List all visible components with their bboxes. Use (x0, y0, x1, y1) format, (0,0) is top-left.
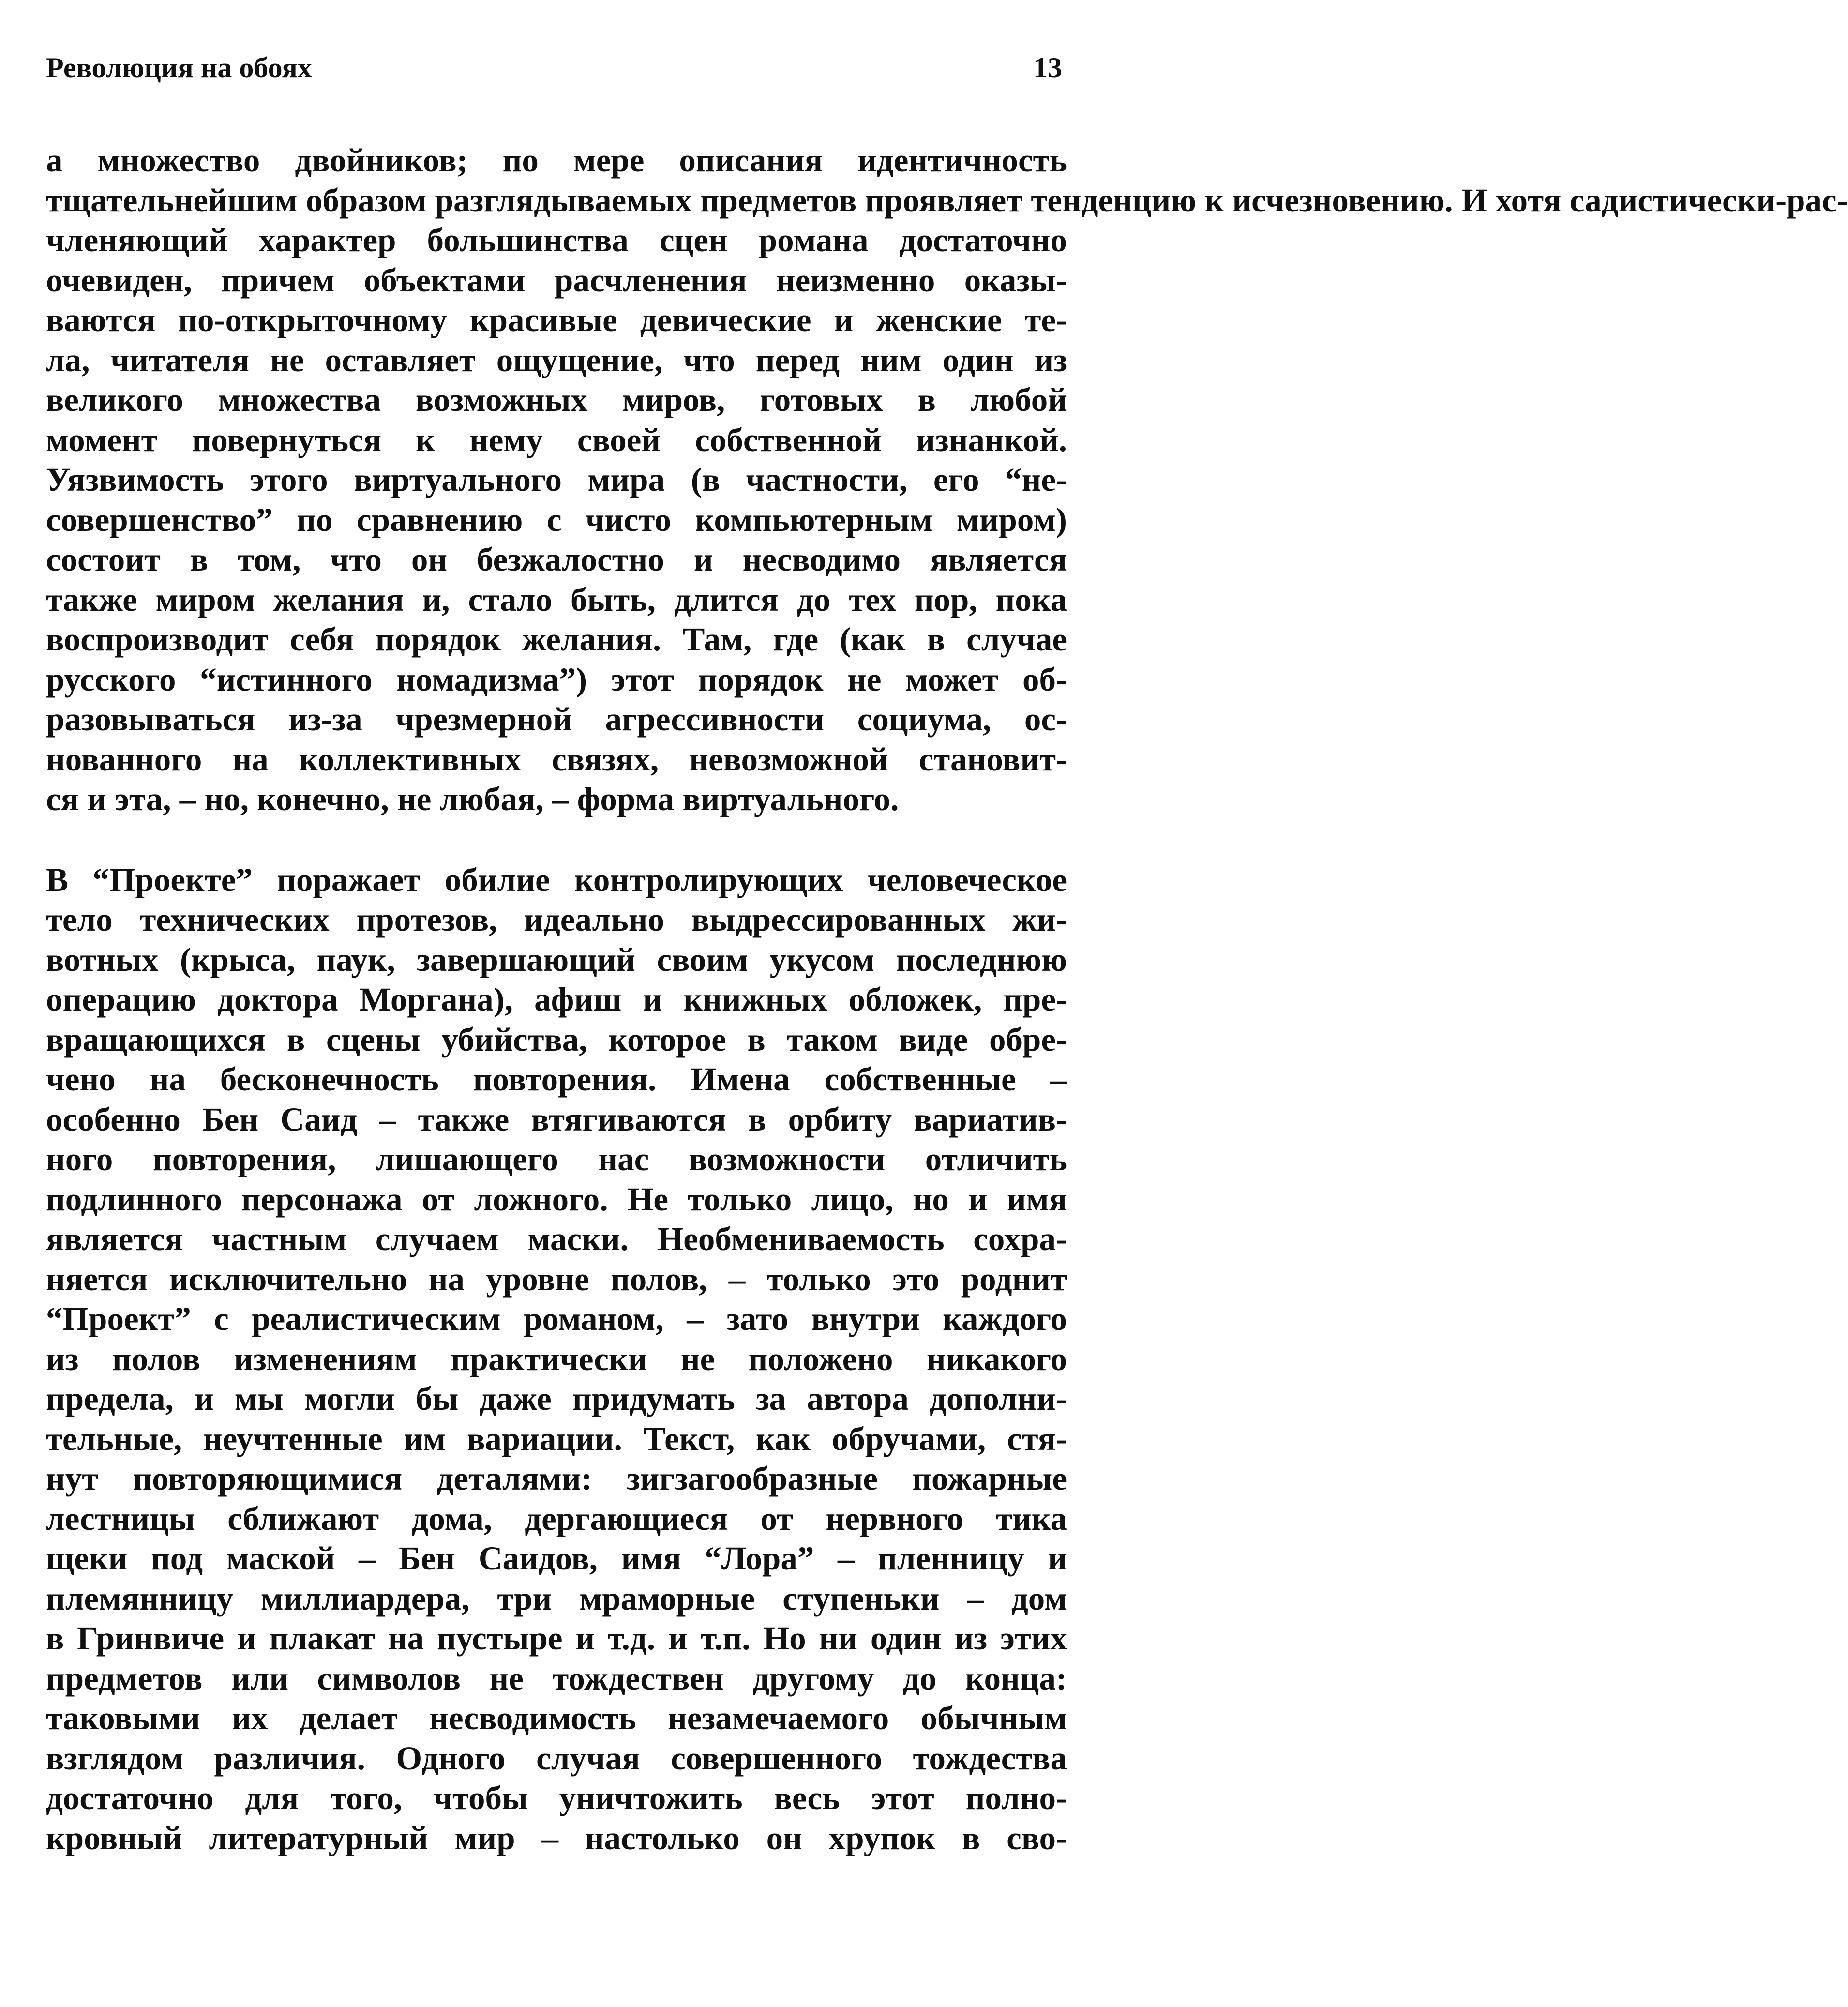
text-line: вотных (крыса, паук, завершающий своим укусом последнюю (46, 941, 1067, 978)
text-line: достаточно для того, чтобы уничтожить весь этот полно- (46, 1780, 1067, 1816)
text-line: великого множества возможных миров, готовых в любой (46, 381, 1067, 418)
text-line: тельные, неучтенные им вариации. Текст, как обручами, стя- (46, 1420, 1067, 1457)
text-line: ла, читателя не оставляет ощущение, что перед ним один из (46, 341, 1067, 378)
text-line: предела, и мы могли бы даже придумать за автора дополни- (46, 1380, 1067, 1417)
text-line: а множество двойников; по мере описания идентичность (46, 142, 1067, 179)
text-line: также миром желания и, стало быть, длится до тех пор, пока (46, 581, 1067, 618)
text-line: Уязвимость этого виртуального мира (в частности, его “не- (46, 461, 1067, 498)
text-line: таковыми их делает несводимость незамечаемого обычным (46, 1700, 1067, 1736)
text-line: нут повторяющимися деталями: зигзагообразные пожарные (46, 1460, 1067, 1497)
text-line: тело технических протезов, идеально выдрессированных жи- (46, 901, 1067, 938)
text-line: очевиден, причем объектами расчленения неизменно оказы- (46, 261, 1067, 299)
text-line: тщательнейшим образом разглядываемых предметов проявляет тенденцию к исчезновению. И хотя садистически-рас- (46, 181, 1848, 219)
text-line: особенно Бен Саид – также втягиваются в орбиту вариатив- (46, 1101, 1067, 1138)
text-line: ного повторения, лишающего нас возможности отличить (46, 1141, 1067, 1177)
text-line: чено на бесконечность повторения. Имена собственные – (46, 1061, 1067, 1098)
text-line: лестницы сближают дома, дергающиеся от нервного тика (46, 1500, 1067, 1537)
text-line: щеки под маской – Бен Саидов, имя “Лора” – пленницу и (46, 1540, 1067, 1577)
text-line: ваются по-открыточному красивые девические и женские те- (46, 302, 1067, 338)
text-line: племянницу миллиардера, три мраморные ступеньки – дом (46, 1580, 1067, 1617)
text-line: взглядом различия. Одного случая совершенного тождества (46, 1739, 1067, 1777)
text-line: в Гринвиче и плакат на пустыре и т.д. и т.п. Но ни один из этих (46, 1620, 1067, 1657)
text-line: “Проект” с реалистическим романом, – зато внутри каждого (46, 1300, 1067, 1337)
text-line: В “Проекте” поражает обилие контролирующих человеческое (46, 861, 1067, 898)
text-line: состоит в том, что он безжалостно и несводимо является (46, 541, 1067, 578)
body-text (46, 140, 1848, 1858)
running-head (46, 48, 1062, 87)
page-number: 13 (1033, 52, 1062, 84)
text-line: членяющий характер большинства сцен романа достаточно (46, 222, 1067, 258)
text-line: воспроизводит себя порядок желания. Там, где (как в случае (46, 621, 1067, 658)
text-line: предметов или символов не тождествен другому до конца: (46, 1660, 1067, 1697)
paragraph-1 (46, 140, 1848, 819)
text-line: совершенство” по сравнению с чисто компьютерным миром) (46, 501, 1067, 538)
text-line: ся и эта, – но, конечно, не любая, – форма виртуального. (46, 781, 899, 817)
text-line: из полов изменениям практически не положено никакого (46, 1340, 1067, 1377)
text-line: нованного на коллективных связях, невозможной становит- (46, 740, 1067, 778)
text-line: кровный литературный мир – настолько он хрупок в сво- (46, 1819, 1067, 1856)
text-line: момент повернуться к нему своей собственной изнанкой. (46, 421, 1067, 458)
text-line: няется исключительно на уровне полов, – только это роднит (46, 1260, 1067, 1298)
chapter-title: Революция на обоях (46, 52, 312, 84)
paragraph-2 (46, 860, 1067, 1858)
text-line: операцию доктора Моргана), афиш и книжных обложек, пре- (46, 981, 1067, 1018)
text-line: является частным случаем маски. Необмениваемость сохра- (46, 1221, 1067, 1257)
text-line: вращающихся в сцены убийства, которое в таком виде обре- (46, 1021, 1067, 1058)
text-line: русского “истинного номадизма”) этот порядок не может об- (46, 661, 1067, 698)
text-line: разовываться из-за чрезмерной агрессивности социума, ос- (46, 701, 1067, 738)
text-line: подлинного персонажа от ложного. Не только лицо, но и имя (46, 1180, 1067, 1218)
